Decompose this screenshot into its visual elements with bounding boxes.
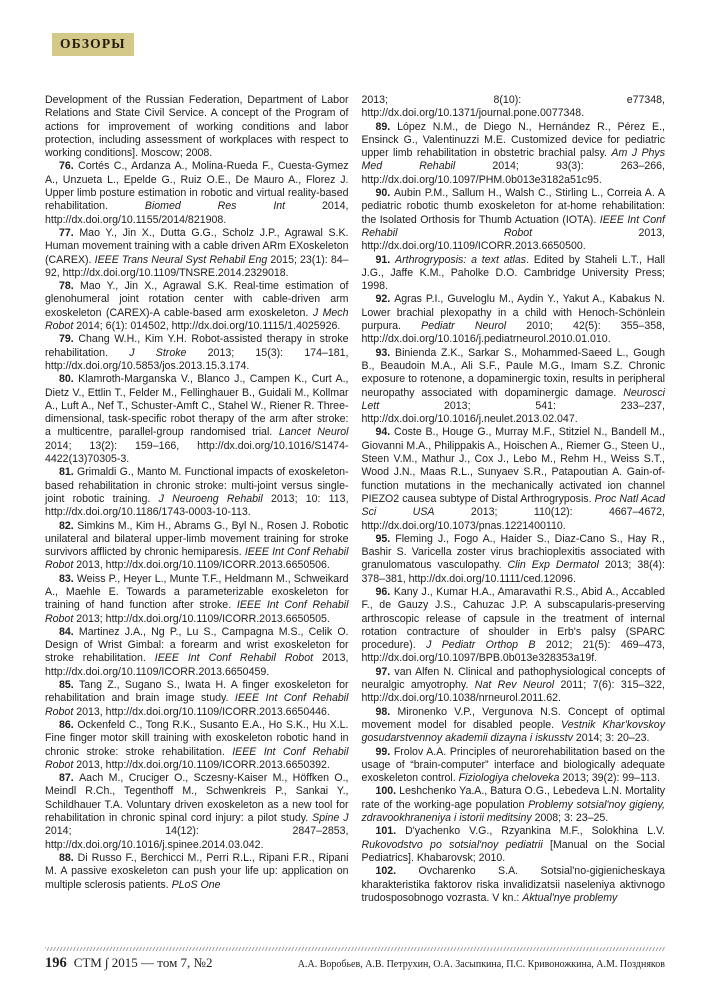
- reference-item: 96. Kany J., Kumar H.A., Amaravathi R.S., Abid A., Accabled F., de Gauzy J.S., Cahuzac J.P. A subscapularis-preserving arthroscopic release of capsule in the treatment of internal rotation contracture of shoulder in Erb's palsy (SPARC procedure). J Pediatr Orthop B 2012; 21(5): 469–473, http://dx.doi.org/10.1097/BPB.0b013e328353a19f.: [361, 585, 666, 665]
- reference-item: 101. D'yachenko V.G., Rzyankina M.F., Solokhina L.V. Rukovodstvo po sotsial'noy pediatrii [Manual on the Social Pediatrics]. Khabarovsk; 2010.: [361, 825, 666, 864]
- hatched-divider: [45, 947, 665, 951]
- reference-item: 83. Weiss P., Heyer L., Munte T.F., Heldmann M., Schweikard A., Maehle E. Towards a parameterizable exoskeleton for training of hand function after stroke. IEEE Int Conf Rehabil Robot 2013; http://dx.doi.org/10.1109/ICORR.2013.6650505.: [45, 572, 349, 625]
- reference-item: 78. Mao Y., Jin X., Agrawal S.K. Real-time estimation of glenohumeral joint rotation center with cable-driven arm exoskeleton (CAREX)-A cable-based arm exoskeleton. J Mech Robot 2014; 6(1): 014502, http://dx.doi.org/10.1115/1.4025926.: [45, 280, 349, 333]
- references-column-right: [362, 94, 666, 905]
- reference-item: 81. Grimaldi G., Manto M. Functional impacts of exoskeleton-based rehabilitation in chronic stroke: multi-joint versus single-joint robotic training. J Neuroeng Rehabil 2013; 10: 113, http://dx.doi.org/10.1186/1743-0003-10-113.: [45, 466, 349, 519]
- section-badge: ОБЗОРЫ: [52, 33, 134, 56]
- reference-item: 95. Fleming J., Fogo A., Haider S., Diaz-Cano S., Hay R., Bashir S. Varicella zoster virus brachioplexitis associated with granulomatous vasculopathy. Clin Exp Dermatol 2013; 38(4): 378–381, http://dx.doi.org/10.1111/ced.12096.: [361, 532, 665, 585]
- reference-item: 86. Ockenfeld C., Tong R.K., Susanto E.A., Ho S.K., Hu X.L. Fine finger motor skill training with exoskeleton robotic hand in chronic stroke: stroke rehabilitation. IEEE Int Conf Rehabil Robot 2013, http://dx.doi.org/10.1109/ICORR.2013.6650392.: [45, 718, 349, 771]
- references-column-left: [45, 94, 349, 905]
- reference-item: 85. Tang Z., Sugano S., Iwata H. A finger exoskeleton for rehabilitation and brain image study. IEEE Int Conf Rehabil Robot 2013, http://dx.doi.org/10.1109/ICORR.2013.6650446.: [45, 679, 349, 718]
- reference-item: 90. Aubin P.M., Sallum H., Walsh C., Stirling L., Correia A. A pediatric robotic thumb exoskeleton for at-home rehabilitation: the Isolated Orthosis for Thumb Actuation (IOTA). IEEE Int Conf Rehabil Robot 2013, http://dx.doi.org/10.1109/ICORR.2013.6650500.: [361, 187, 666, 253]
- reference-item: 84. Martinez J.A., Ng P., Lu S., Campagna M.S., Celik O. Design of Wrist Gimbal: a forearm and wrist exoskeleton for stroke rehabilitation. IEEE Int Conf Rehabil Robot 2013, http://dx.doi.org/10.1109/ICORR.2013.6650459.: [45, 625, 349, 678]
- reference-item: 94. Coste B., Houge G., Murray M.F., Stitziel N., Bandell M., Giovanni M.A., Philippakis A., Hoischen A., Riemer G., Steen U., Steen V.M., Mathur J., Cox J., Lebo M., Rehm H., Weiss S.T., Wood J.N., Maas R.L., Sunyaev S.R., Patapoutian A. Gain-of-function mutations in the mechanically activated ion channel PIEZO2 causea subtype of Distal Arthrogryposis. Proc Natl Acad Sci USA 2013; 110(12): 4667–4672, http://dx.doi.org/10.1073/pnas.1221400110.: [361, 426, 665, 532]
- reference-item: 97. van Alfen N. Clinical and pathophysiological concepts of neuralgic amyotrophy. Nat Rev Neurol 2011; 7(6): 315–322, http://dx.doi.org/10.1038/nrneurol.2011.62.: [361, 665, 666, 705]
- reference-item: 100. Leshchenko Ya.A., Batura O.G., Lebedeva L.N. Mortality rate of the working-age population Problemy sotsial'noy gigieny, zdravookhraneniya i istorii meditsiny 2008; 3: 23–25.: [361, 785, 665, 825]
- page-footer: [45, 955, 665, 972]
- references-columns: [45, 94, 665, 905]
- reference-item: 102. Ovcharenko S.A. Sotsial'no-gigienicheskaya kharakteristika faktorov riska invalidizatsii naseleniya aktivnogo trudosposobnogo vozrasta. V kn.: Aktual'nye problemy: [361, 865, 665, 904]
- journal-info: СТМ ∫ 2015 — том 7, №2: [73, 955, 213, 970]
- journal-footer-left: [45, 955, 212, 972]
- reference-item: 92. Agras P.I., Guveloglu M., Aydin Y., Yakut A., Kabakus N. Lower brachial plexopathy in a child with Henoch-Schönlein purpura. Pediatr Neurol 2010; 42(5): 355–358, http://dx.doi.org/10.1016/j.pediatrneurol.2010.01.010.: [361, 293, 666, 346]
- reference-item: 89. López N.M., de Diego N., Hernández R., Pérez E., Ensinck G., Valentinuzzi M.E. Customized device for pediatric upper limb rehabilitation in obstetric brachial palsy. Am J Phys Med Rehabil 2014; 93(3): 263–266, http://dx.doi.org/10.1097/PHM.0b013e3182a51c95.: [361, 120, 665, 186]
- reference-item: 2013; 8(10): e77348, http://dx.doi.org/10.1371/journal.pone.0077348.: [361, 94, 665, 120]
- reference-item: 79. Chang W.H., Kim Y.H. Robot-assisted therapy in stroke rehabilitation. J Stroke 2013; 15(3): 174–181, http://dx.doi.org/10.5853/jos.2013.15.3.174.: [45, 333, 349, 372]
- reference-item: 88. Di Russo F., Berchicci M., Perri R.L., Ripani F.R., Ripani M. A passive exoskeleton can push your life up: application on multiple sclerosis patients. PLoS One: [45, 851, 349, 891]
- reference-item: 98. Mironenko V.P., Vergunova N.S. Concept of optimal movement model for disabled people. Vestnik Khar'kovskoy gosudarstvennoy akademii dizayna i iskusstv 2014; 3: 20–23.: [361, 705, 665, 745]
- reference-item: 91. Arthrogryposis: a text atlas. Edited by Staheli L.T., Hall J.G., Jaffe K.M., Paholke D.O. Cambridge University Press; 1998.: [361, 253, 666, 293]
- reference-item: 87. Aach M., Cruciger O., Sczesny-Kaiser M., Höffken O., Meindl R.Ch., Tegenthoff M., Schwenkreis P., Sankai Y., Schildhauer T.A. Voluntary driven exoskeleton as a new tool for rehabilitation in chronic spinal cord injury: a pilot study. Spine J 2014; 14(12): 2847–2853, http://dx.doi.org/10.1016/j.spinee.2014.03.042.: [45, 772, 349, 851]
- reference-item: 93. Binienda Z.K., Sarkar S., Mohammed-Saeed L., Gough B., Beaudoin M.A., Ali S.F., Paule M.G., Imam S.Z. Chronic exposure to rotenone, a dopaminergic toxin, results in peripheral neuropathy associated with dopaminergic damage. Neurosci Lett 2013; 541: 233–237, http://dx.doi.org/10.1016/j.neulet.2013.02.047.: [361, 346, 666, 426]
- reference-item: 82. Simkins M., Kim H., Abrams G., Byl N., Rosen J. Robotic unilateral and bilateral upper-limb movement training for stroke survivors afflicted by chronic hemiparesis. IEEE Int Conf Rehabil Robot 2013, http://dx.doi.org/10.1109/ICORR.2013.6650506.: [45, 519, 349, 572]
- footer-authors: А.А. Воробьев, А.В. Петрухин, О.А. Засыпкина, П.С. Кривоножкина, А.М. Поздняков: [297, 959, 665, 970]
- reference-item: Development of the Russian Federation, Department of Labor Relations and State Civil Service. A concept of the Program of actions for improvement of working conditions and labor protection, including assessment of workplaces with respect to working conditions]. Moscow; 2008.: [45, 94, 349, 160]
- reference-item: 77. Mao Y., Jin X., Dutta G.G., Scholz J.P., Agrawal S.K. Human movement training with a cable driven ARm EXoskeleton (CAREX). IEEE Trans Neural Syst Rehabil Eng 2015; 23(1): 84–92, http://dx.doi.org/10.1109/TNSRE.2014.2329018.: [45, 226, 349, 279]
- reference-item: 80. Klamroth-Marganska V., Blanco J., Campen K., Curt A., Dietz V., Ettlin T., Felder M., Fellinghauer B., Guidali M., Kollmar A., Luft A., Nef T., Schuster-Amft C., Stahel W., Riener R. Three-dimensional, task-specific robot therapy of the arm after stroke: a multicentre, parallel-group randomised trial. Lancet Neurol 2014; 13(2): 159–166, http://dx.doi.org/10.1016/S1474-4422(13)70305-3.: [45, 373, 349, 466]
- reference-item: 76. Cortés C., Ardanza A., Molina-Rueda F., Cuesta-Gymez A., Unzueta L., Epelde G., Ruiz O.E., De Mauro A., Florez J. Upper limb posture estimation in robotic and virtual reality-based rehabilitation. Biomed Res Int 2014, http://dx.doi.org/10.1155/2014/821908.: [45, 160, 349, 226]
- reference-item: 99. Frolov A.A. Principles of neurorehabilitation based on the usage of “brain-computer” interface and biologically adequate exoskeleton control. Fiziologiya cheloveka 2013; 39(2): 99–113.: [361, 745, 665, 785]
- page-number: 196: [45, 955, 67, 971]
